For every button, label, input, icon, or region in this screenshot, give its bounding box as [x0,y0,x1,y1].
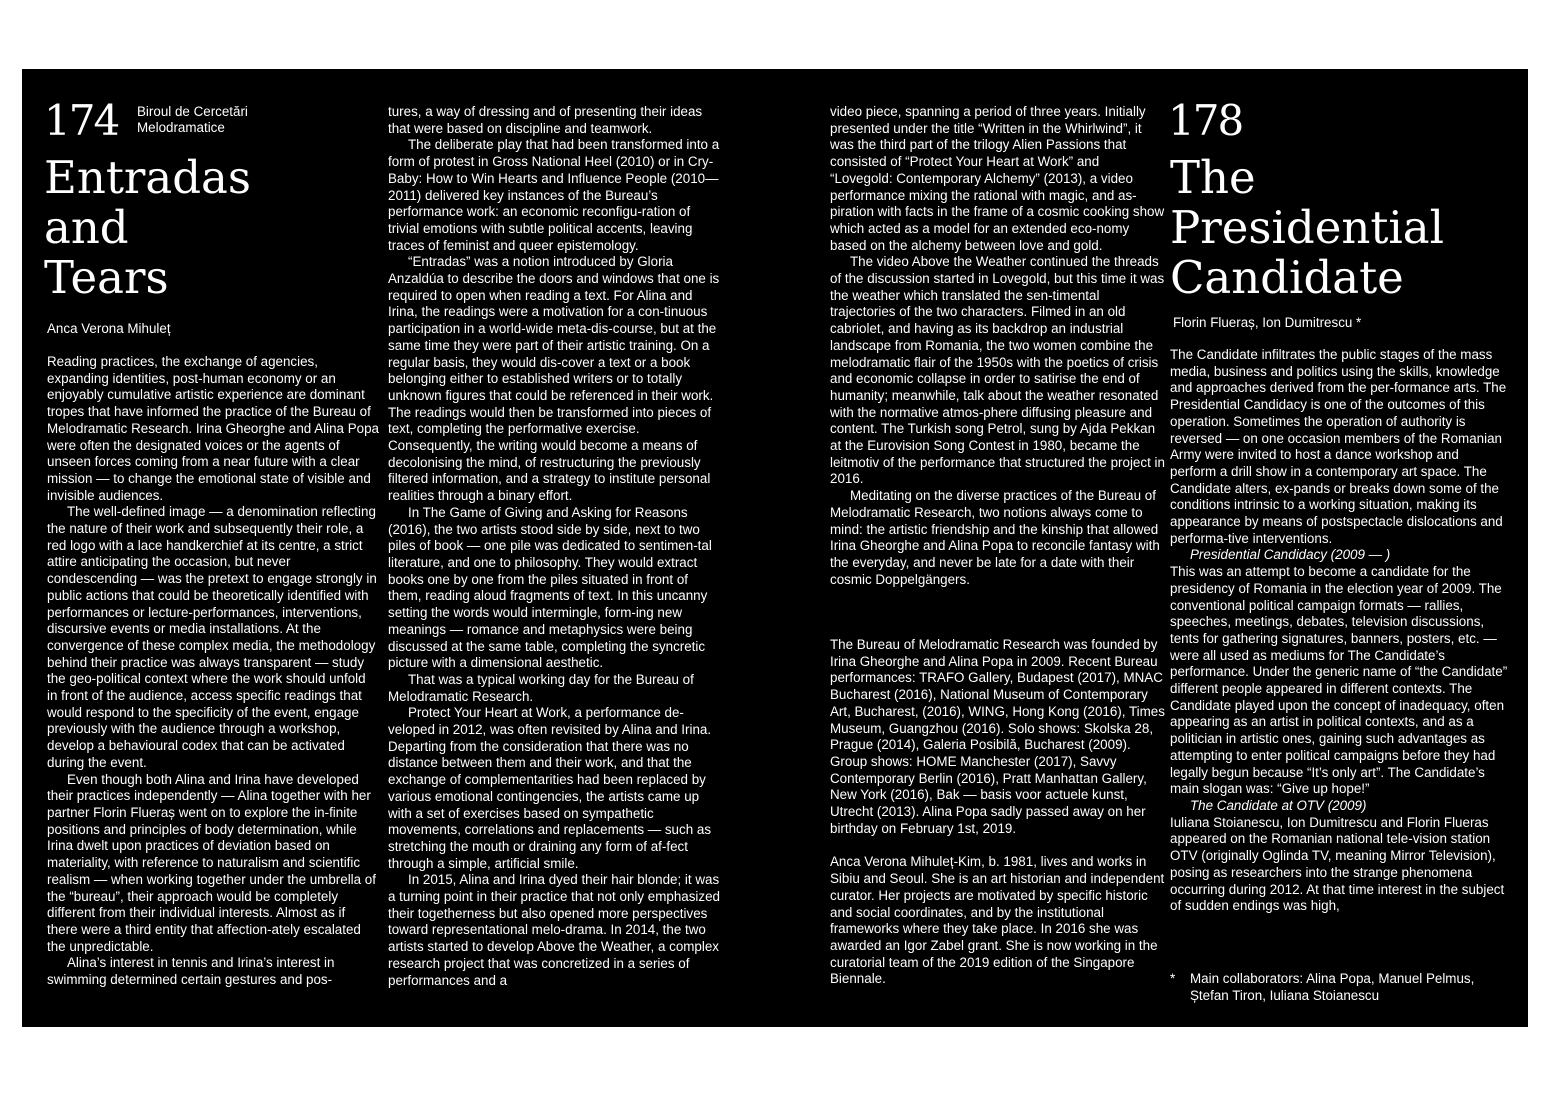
article-title-left: Entradas and Tears [44,151,251,304]
paragraph: That was a typical working day for the Bureau of Melodramatic Research. [388,671,694,704]
bureau-bio: The Bureau of Melodramatic Research was founded by Irina Gheorghe and Alina Popa in 2009. Recent Bureau performances: TRAFO Gallery, Budapest (2017), MNAC Bucharest (2016), National Museum of Contemporary Art, Bucharest, (2016), WING, Hong Kong (2016), Times Museum, Guangzhou (2016). Solo shows: Skolska 28, Prague (2014), Galeria Posibilă, Bucharest (2009). Group shows: HOME Manchester (2017), Savvy Contemporary Berlin (2016), Pratt Manhattan Gallery, New York (2016), Bak — basis voor actuele kunst, Utrecht (2013). Alina Popa sadly passed away on her birthday on February 1st, 2019. [830,637,1165,836]
right-column-2 [1170,347,1508,915]
left-column-2 [388,104,722,989]
paragraph: The Candidate infiltrates the public stages of the mass media, business and politics using the skills, knowledge and approaches derived from the per-formance arts. The Presidential Candidacy is one of the outcomes of this operation. Sometimes the operation of authority is reversed — on one occasion members of the Romanian Army were invited to host a dance workshop and perform a drill show in a contemporary art space. The Candidate alters, ex-pands or breaks down some of the conditions intrinsic to a working situation, making its appearance by means of postspectacle dislocations and performa-tive interventions. [1170,347,1507,546]
paragraph: In 2015, Alina and Irina dyed their hair blonde; it was a turning point in their practice that not only emphasized their togetherness but also opened more perspectives toward representational melo-drama. In 2014, the two artists started to develop Above the Weather, a complex research project that was concretized in a series of performances and a [388,872,720,988]
paragraph: tures, a way of dressing and of presenting their ideas that were based on discipline and teamwork. [388,104,703,136]
paragraph: Even though both Alina and Irina have developed their practices independently — Alina together with her partner Florin Flueraș went on to explore the in-finite positions and principles of body determination, while Irina dwelt upon practices of deviation based on materiality, with reference to naturalism and scientific realism — when working together under the umbrella of the “bureau”, their approach would be completely different from their individual interests. Almost as if there were a third entity that affection-ately escalated the unpredictable. [47,771,376,954]
subheading: Presidential Candidacy (2009 — ) [1190,547,1391,563]
paragraph: This was an attempt to become a candidate for the presidency of Romania in the election year of 2009. The conventional political campaign formats — rallies, speeches, meetings, debates, television discussions, tents for gathering signatures, banners, posters, etc. — were all used as mediums for The Candidate’s performance. Under the generic name of “the Candidate” different people appeared in different contexts. The Candidate played upon the concept of inadequacy, often appearing as an artist in political contexts, and as a politician in artistic ones, gaining such advantages as attempting to enter political campaigns before they had legally begun because “It’s only art”. The Candidate’s main slogan was: “Give up hope!” [1170,564,1508,797]
paragraph: Protect Your Heart at Work, a performance de-veloped in 2012, was often revisited by Alina and Irina. Departing from the consideration that there was no distance between them and their work, and that the exchange of complementarities had been replaced by various emotional contingencies, the artists came up with a set of exercises based on sympathetic movements, correlations and replacements — such as stretching the mouth or draining any form of af-fect through a simple, artificial smile. [388,705,712,871]
footnote [1170,971,1508,1004]
paragraph: The video Above the Weather continued the threads of the discussion started in Lovegold, but this time it was the weather which translated the sen-timental trajectories of the two characters. Filmed in an old cabriolet, and having as its backdrop an industrial landscape from Romania, the two women combine the melodramatic flair of the 1950s with the poetics of crisis and economic collapse in order to satirise the end of humanity; meanwhile, talk about the weather resonated with the normative atmos-phere diffusing pleasure and content. The Turkish song Petrol, sung by Ajda Pekkan at the Eurovision Song Contest in 1980, became the leitmotiv of the performance that structured the project in 2016. [830,254,1165,487]
running-head: Biroul de Cercetări Melodramatice [137,104,248,135]
paragraph: video piece, spanning a period of three years. Initially presented under the title “Written in the Whirlwind”, it was the third part of the trilogy Alien Passions that consisted of “Protect Your Heart at Work” and “Lovegold: Contemporary Alchemy” (2013), a video performance mixing the rational with magic, and as-piration with facts in the frame of a cosmic cooking show which acted as a model for an extended eco-nomy based on the alchemy between love and gold. [830,104,1165,253]
book-spread [22,69,1528,1027]
page-number-left: 174 [44,96,119,145]
paragraph: Iuliana Stoianescu, Ion Dumitrescu and Florin Flueras appeared on the Romanian national tele-vision station OTV (originally Oglinda TV, meaning Mirror Television), posing as researchers into the strange phenomena occurring during 2012. At that time interest in the subject of sudden endings was high, [1170,814,1505,914]
footnote-mark: * [1170,971,1176,986]
authors-byline: Florin Flueraș, Ion Dumitrescu * [1173,315,1362,330]
author-byline: Anca Verona Mihuleț [47,321,171,336]
author-bio: Anca Verona Mihuleț-Kim, b. 1981, lives and works in Sibiu and Seoul. She is an art historian and independent curator. Her projects are motivated by specific historic and social coordinates, and by the institutional frameworks where they take place. In 2016 she was awarded an Igor Zabel grant. She is now working in the curatorial team of the 2019 edition of the Singapore Biennale. [830,854,1165,987]
paragraph: Reading practices, the exchange of agencies, expanding identities, post-human economy or an enjoyably cumulative artistic experience are dominant tropes that have informed the practice of the Bureau of Melodramatic Research. Irina Gheorghe and Alina Popa were often the designated voices or the agents of unseen forces coming from a near future with a clear mission — to change the emotional state of visible and invisible audiences. [47,354,379,503]
paragraph: “Entradas” was a notion introduced by Gloria Anzaldúa to describe the doors and windows that one is required to open when reading a text. For Alina and Irina, the readings were a motivation for a con-tinuous participation in a world-wide meta-dis-course, but at the same time they were part of their artistic training. On a regular basis, they would dis-cover a text or a book belonging either to established writers or to totally unknown figures that could be referenced in their work. The readings would then be transformed into pieces of text, completing the performative exercise. Consequently, the writing would become a means of decolonising the mind, of restructuring the previously filtered information, and a strategy to institute personal realities through a binary effort. [388,254,720,504]
paragraph: Alina’s interest in tennis and Irina’s interest in swimming determined certain gestures and pos- [47,955,335,988]
footnote-text: Main collaborators: Alina Popa, Manuel Pelmus, Ștefan Tiron, Iuliana Stoianescu [1190,971,1475,1003]
left-column-1 [47,354,379,989]
subheading: The Candidate at OTV (2009) [1190,797,1367,813]
paragraph: In The Game of Giving and Asking for Reasons (2016), the two artists stood side by side, next to two piles of book — one pile was dedicated to sentimen-tal literature, and one to philosophy. They would extract books one by one from the piles situated in front of them, reading aloud fragments of text. In this uncanny setting the words would intermingle, form-ing new meanings — romance and metaphysics were being discussed at the same table, completing the syncretic picture with a dimensional aesthetic. [388,504,712,671]
bio-column [830,637,1165,988]
paragraph: Meditating on the diverse practices of the Bureau of Melodramatic Research, two notions always come to mind: the artistic friendship and the kinship that allowed Irina Gheorghe and Alina Popa to reconcile fantasy with the everyday, and never be late for a date with their cosmic Doppelgängers. [830,488,1160,587]
right-column-1 [830,104,1165,588]
paragraph: The well-defined image — a denomination reflecting the nature of their work and subsequently their role, a red logo with a lace handkerchief at its centre, a strict attire anticipating the occasion, but never condescending — was the pretext to engage strongly in public actions that could be theoretically identified with performances or lecture-performances, interventions, discursive events or media installations. At the convergence of these complex media, the methodology behind their practice was always transparent — study the geo-political context where the work should unfold in front of the audience, access specific readings that would respond to the specificity of the event, engage previously with the audience through a workshop, develop a behavioural codex that can be activated during the event. [47,504,377,770]
page-number-right: 178 [1168,96,1243,145]
article-title-right: The Presidential Candidate [1170,151,1445,304]
paragraph: The deliberate play that had been transformed into a form of protest in Gross National Heel (2010) or in Cry-Baby: How to Win Hearts and Influence People (2010—2011) delivered key instances of the Bureau’s performance work: an economic reconfigu-ration of trivial emotions with subtle political accents, leaving traces of feminist and queer epistemology. [388,137,720,253]
